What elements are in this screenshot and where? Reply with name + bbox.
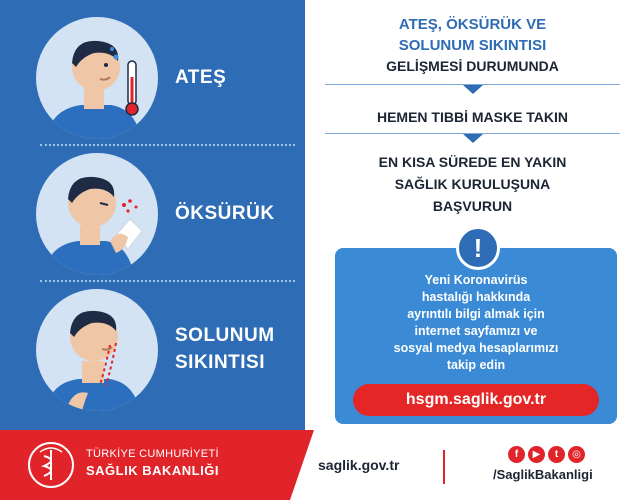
instruction-mask: HEMEN TIBBİ MASKE TAKIN xyxy=(376,109,569,125)
heading-line: SOLUNUM SIKINTISI xyxy=(398,37,547,54)
subheading: GELİŞMESİ DURUMUNDA xyxy=(386,58,559,74)
symptom-label-line: SIKINTISI xyxy=(175,352,266,373)
info-line: takip edin xyxy=(446,358,506,372)
person-thermometer-icon xyxy=(36,17,158,139)
symptom-fever xyxy=(0,12,305,142)
person-coughing-icon xyxy=(36,153,158,275)
instruction-line: EN KISA SÜREDE EN YAKIN xyxy=(378,154,567,170)
symptom-breathing xyxy=(0,284,305,414)
info-box xyxy=(335,248,617,424)
symptom-label xyxy=(175,322,275,376)
social-handle[interactable]: /SaglikBakanligi xyxy=(493,467,593,482)
divider xyxy=(40,280,295,282)
instagram-icon[interactable]: ◎ xyxy=(568,446,585,463)
social-icons xyxy=(508,446,585,463)
person-breathing-icon xyxy=(36,289,158,411)
ministry-name-line: TÜRKİYE CUMHURİYETİ xyxy=(86,448,219,460)
symptom-cough xyxy=(0,148,305,278)
divider xyxy=(443,450,445,484)
twitter-icon[interactable]: t xyxy=(548,446,565,463)
info-line: internet sayfamızı ve xyxy=(414,324,538,338)
heading xyxy=(305,14,640,56)
symptom-label-line: ÖKSÜRÜK xyxy=(175,203,275,224)
info-line: sosyal medya hesaplarımızı xyxy=(393,341,559,355)
cough-illustration xyxy=(36,153,158,275)
website-link-button[interactable]: hsgm.saglik.gov.tr xyxy=(353,384,599,416)
symptom-label xyxy=(175,200,275,227)
exclamation-icon: ! xyxy=(456,226,500,270)
footer xyxy=(0,430,640,500)
symptoms-panel xyxy=(0,0,305,430)
website-link[interactable]: saglik.gov.tr xyxy=(318,457,400,473)
symptom-label-line: ATEŞ xyxy=(175,67,227,88)
ministry-banner xyxy=(0,430,290,500)
divider xyxy=(40,144,295,146)
breathing-illustration xyxy=(36,289,158,411)
ministry-logo-icon xyxy=(26,440,76,490)
arrow-down-icon xyxy=(463,134,483,143)
info-text xyxy=(345,272,607,374)
instruction-line: BAŞVURUN xyxy=(432,198,513,214)
facebook-icon[interactable]: f xyxy=(508,446,525,463)
youtube-icon[interactable]: ▶ xyxy=(528,446,545,463)
symptom-label xyxy=(175,64,226,91)
arrow-down-icon xyxy=(463,85,483,94)
info-line: ayrıntılı bilgi almak için xyxy=(407,307,545,321)
symptom-label-line: SOLUNUM xyxy=(175,325,275,346)
guidance-panel xyxy=(305,0,640,430)
heading-line: ATEŞ, ÖKSÜRÜK VE xyxy=(398,16,547,33)
fever-illustration xyxy=(36,17,158,139)
info-line: hastalığı hakkında xyxy=(421,290,531,304)
instruction-line: SAĞLIK KURULUŞUNA xyxy=(394,176,551,192)
info-line: Yeni Koronavirüs xyxy=(424,273,528,287)
instruction-hospital xyxy=(305,151,640,217)
ministry-name-line: SAĞLIK BAKANLIĞI xyxy=(86,463,219,478)
